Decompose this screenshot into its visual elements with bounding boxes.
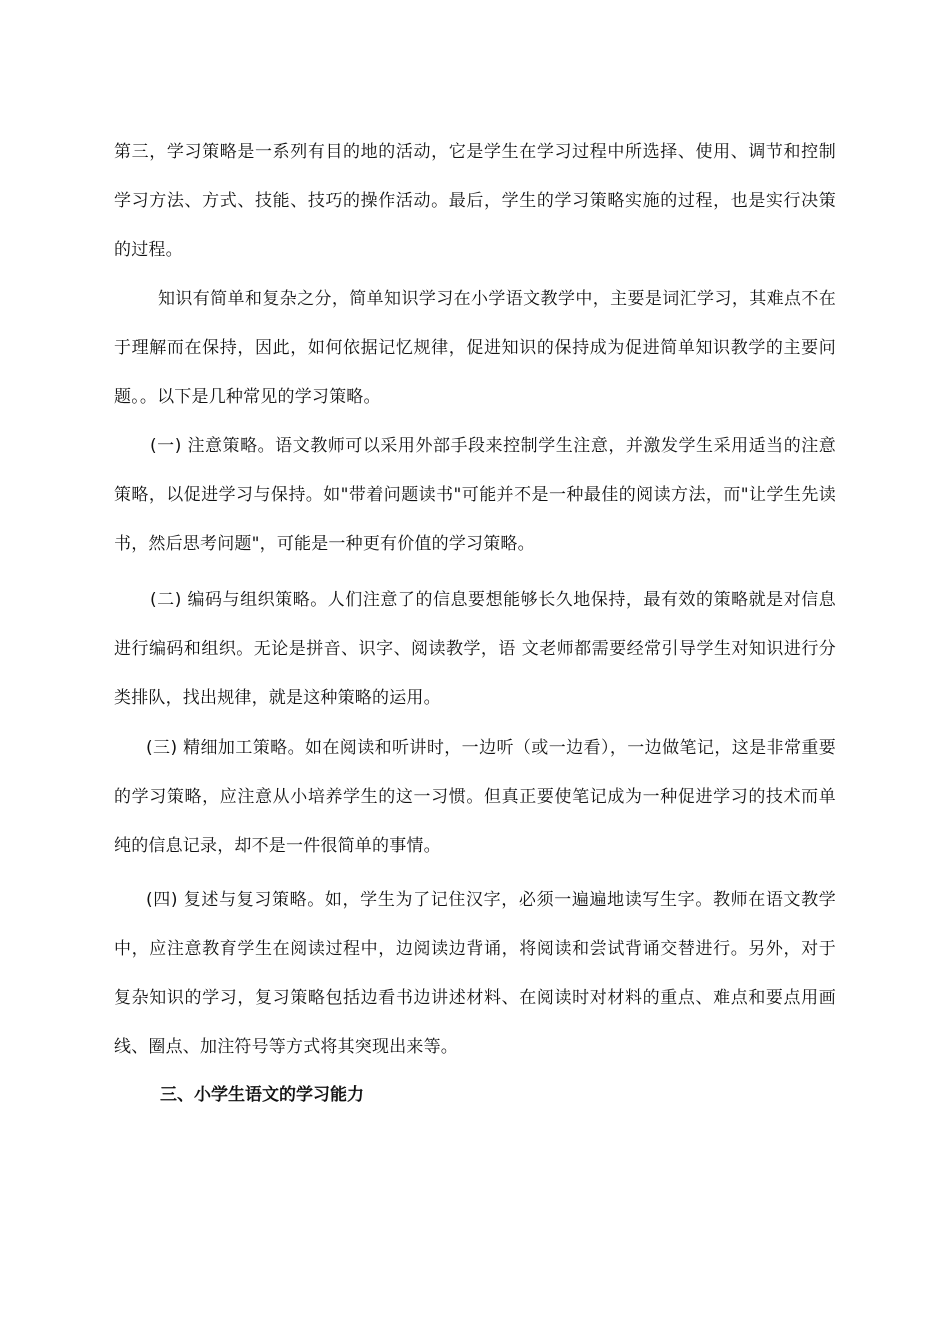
paragraph-elaboration-strategy: (三) 精细加工策略。如在阅读和听讲时，一边听（或一边看），一边做笔记，这是非常重要的学习策略，应注意从小培养学生的这一习惯。但真正要使笔记成为一种促进学习的技术而单纯的信息记录，却不是一件很简单的事情。 <box>114 738 836 856</box>
paragraph-rehearsal-strategy: (四) 复述与复习策略。如，学生为了记住汉字，必须一遍遍地读写生字。教师在语文教学中，应注意教育学生在阅读过程中，边阅读边背诵，将阅读和尝试背诵交替进行。另外，对于复杂知识的学习，复习策略包括边看书边讲述材料、在阅读时对材料的重点、难点和要点用画线、圈点、加注符号等方式将其突现出来等。 <box>114 890 836 1057</box>
paragraph-attention-strategy: (一) 注意策略。语文教师可以采用外部手段来控制学生注意，并激发学生采用适当的注意策略，以促进学习与保持。如"带着问题读书"可能并不是一种最佳的阅读方法，而"让学生先读书，然后思考问题"，可能是一种更有价值的学习策略。 <box>114 436 836 554</box>
section-heading: 三、小学生语文的学习能力 <box>160 1085 364 1105</box>
paragraph-learning-strategy-definition: 第三，学习策略是一系列有目的地的活动，它是学生在学习过程中所选择、使用、调节和控制学习方法、方式、技能、技巧的操作活动。最后，学生的学习策略实施的过程，也是实行决策的过程。 <box>114 142 836 260</box>
paragraph-encoding-strategy: (二) 编码与组织策略。人们注意了的信息要想能够长久地保持，最有效的策略就是对信息进行编码和组织。无论是拼音、识字、阅读教学，语 文老师都需要经常引导学生对知识进行分类排队，找出规律，就是这种策略的运用。 <box>114 590 836 708</box>
paragraph-knowledge-types: 知识有简单和复杂之分，简单知识学习在小学语文教学中，主要是词汇学习，其难点不在于理解而在保持，因此，如何依据记忆规律，促进知识的保持成为促进简单知识教学的主要问题。。以下是几种常见的学习策略。 <box>114 289 836 407</box>
